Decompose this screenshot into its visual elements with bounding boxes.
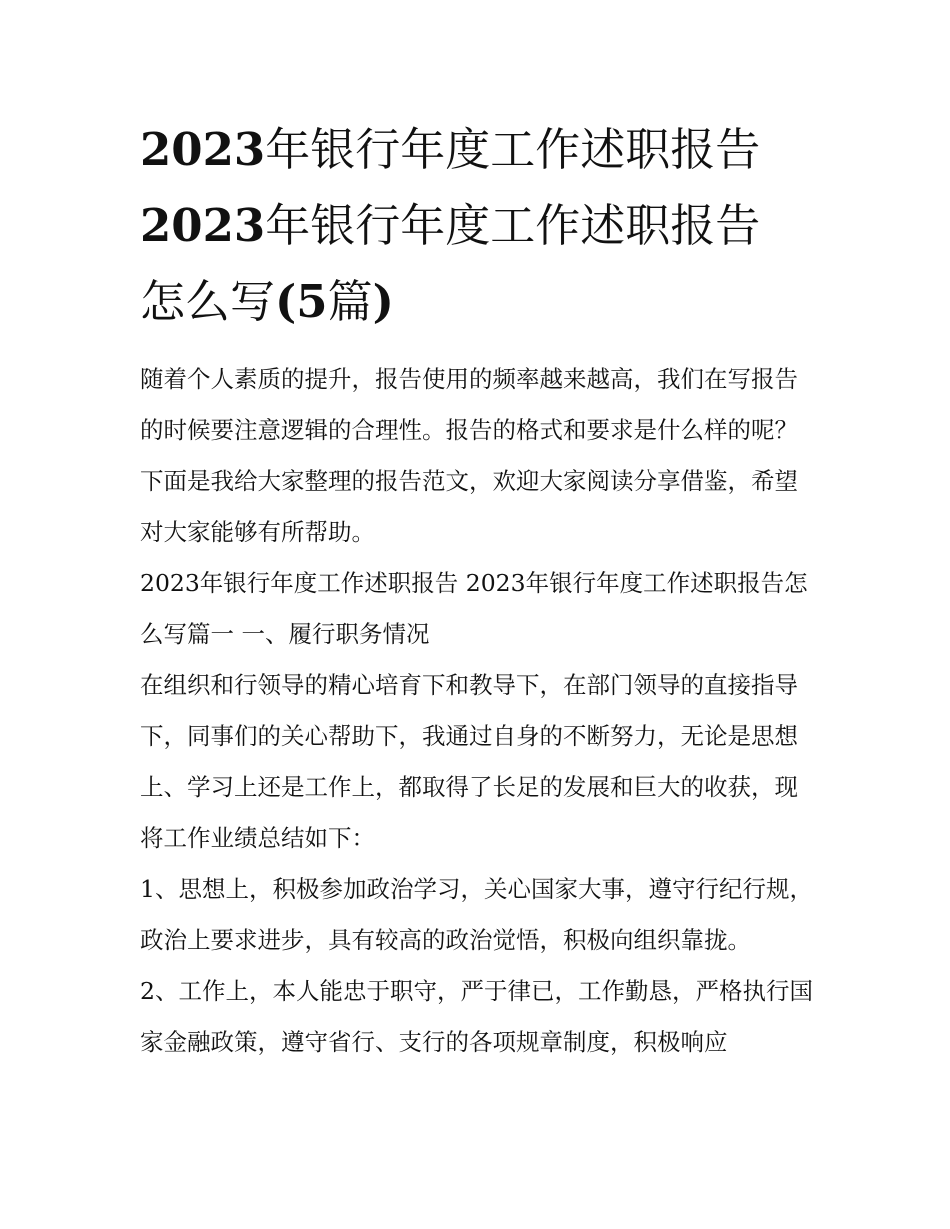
title-count-open: (5 xyxy=(275,275,328,328)
title-text-3a: 怎么写 xyxy=(140,275,276,328)
title-text-1: 年银行年度工作述职报告 xyxy=(265,123,761,176)
document-title xyxy=(140,112,815,340)
section-heading: 2023年银行年度工作述职报告 2023年银行年度工作述职报告怎么写篇一 一、履行职务情况 xyxy=(140,569,808,648)
thought-paragraph: 1、思想上，积极参加政治学习，关心国家大事，遵守行纪行规，政治上要求进步，具有较高的政治觉悟，积极向组织靠拢。 xyxy=(140,875,813,954)
title-text-2: 年银行年度工作述职报告 xyxy=(265,199,761,252)
document-content xyxy=(140,112,815,1068)
summary-paragraph: 在组织和行领导的精心培育下和教导下，在部门领导的直接指导下，同事们的关心帮助下，我通过自身的不断努力，无论是思想上、学习上还是工作上，都取得了长足的发展和巨大的收获，现将工作业绩总结如下： xyxy=(140,671,798,852)
title-count-close: ) xyxy=(372,275,394,328)
title-year-1: 2023 xyxy=(140,123,266,176)
title-year-2: 2023 xyxy=(140,199,266,252)
work-paragraph: 2、工作上，本人能忠于职守，严于律已，工作勤恳，严格执行国家金融政策，遵守省行、支行的各项规章制度，积极响应 xyxy=(140,977,813,1056)
intro-paragraph: 随着个人素质的提升，报告使用的频率越来越高，我们在写报告的时候要注意逻辑的合理性。报告的格式和要求是什么样的呢？下面是我给大家整理的报告范文，欢迎大家阅读分享借鉴，希望对大家能够有所帮助。 xyxy=(140,365,798,546)
title-text-3b: 篇 xyxy=(327,275,373,328)
